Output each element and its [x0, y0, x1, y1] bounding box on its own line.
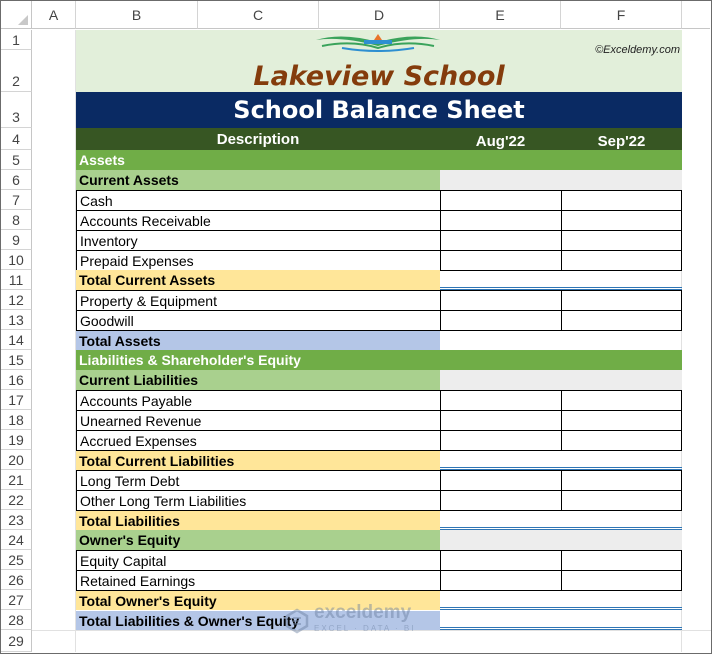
item-property-equipment[interactable]: Property & Equipment: [76, 290, 441, 311]
value-cell[interactable]: [561, 250, 682, 271]
month-header-aug[interactable]: Aug'22: [440, 128, 561, 150]
row-header-1[interactable]: 1: [1, 30, 32, 50]
school-name[interactable]: Lakeview School: [253, 60, 505, 92]
row-header-3[interactable]: 3: [1, 92, 32, 128]
row-header-4[interactable]: 4: [1, 128, 32, 150]
value-cell[interactable]: [440, 470, 562, 491]
item-accounts-receivable[interactable]: Accounts Receivable: [76, 210, 441, 231]
row-header-11[interactable]: 11: [1, 270, 32, 290]
subsection-owners-equity[interactable]: Owner's Equity: [76, 530, 440, 550]
total-liabilities-owners-equity[interactable]: Total Liabilities & Owner's Equity: [76, 611, 440, 630]
value-cell[interactable]: [440, 290, 562, 311]
item-accrued-expenses[interactable]: Accrued Expenses: [76, 430, 441, 451]
value-cell[interactable]: [561, 310, 682, 331]
value-cell[interactable]: [440, 210, 562, 231]
value-cell[interactable]: [561, 390, 682, 411]
column-header-c[interactable]: C: [198, 1, 319, 29]
item-inventory[interactable]: Inventory: [76, 230, 441, 251]
row-header-17[interactable]: 17: [1, 390, 32, 410]
watermark-tagline: EXCEL · DATA · BI: [314, 624, 416, 633]
school-logo-icon: [312, 30, 444, 56]
row-header-7[interactable]: 7: [1, 190, 32, 210]
row-header-14[interactable]: 14: [1, 330, 32, 350]
row-header-24[interactable]: 24: [1, 530, 32, 550]
total-owners-equity[interactable]: Total Owner's Equity: [76, 591, 440, 610]
row-header-20[interactable]: 20: [1, 450, 32, 470]
value-cell[interactable]: [561, 210, 682, 231]
shaded-cell[interactable]: [440, 530, 682, 550]
row-header-8[interactable]: 8: [1, 210, 32, 230]
value-cell[interactable]: [440, 570, 562, 591]
item-accounts-payable[interactable]: Accounts Payable: [76, 390, 441, 411]
value-cell[interactable]: [440, 230, 562, 251]
exceldemy-watermark: [284, 602, 434, 636]
column-header-d[interactable]: D: [319, 1, 440, 29]
value-cell[interactable]: [440, 430, 562, 451]
value-cell[interactable]: [561, 290, 682, 311]
value-cell[interactable]: [561, 410, 682, 431]
total-current-assets[interactable]: Total Current Assets: [76, 270, 440, 290]
row-header-18[interactable]: 18: [1, 410, 32, 430]
select-all-corner[interactable]: [1, 1, 32, 29]
exceldemy-logo-icon: [284, 608, 310, 634]
value-cell[interactable]: [440, 410, 562, 431]
value-cell[interactable]: [440, 310, 562, 331]
subsection-current-liabilities[interactable]: Current Liabilities: [76, 370, 440, 390]
row-header-22[interactable]: 22: [1, 490, 32, 510]
value-cell[interactable]: [440, 490, 562, 511]
column-header-f[interactable]: F: [561, 1, 682, 29]
column-header-a[interactable]: A: [32, 1, 76, 29]
row-header-6[interactable]: 6: [1, 170, 32, 190]
item-retained-earnings[interactable]: Retained Earnings: [76, 570, 441, 591]
item-unearned-revenue[interactable]: Unearned Revenue: [76, 410, 441, 431]
column-header-partial[interactable]: [682, 1, 710, 29]
total-current-liabilities[interactable]: Total Current Liabilities: [76, 451, 440, 470]
item-cash[interactable]: Cash: [76, 190, 441, 211]
sheet-title[interactable]: School Balance Sheet: [76, 92, 682, 128]
row-header-15[interactable]: 15: [1, 350, 32, 370]
row-header-9[interactable]: 9: [1, 230, 32, 250]
item-long-term-debt[interactable]: Long Term Debt: [76, 470, 441, 491]
column-header-b[interactable]: B: [76, 1, 198, 29]
item-goodwill[interactable]: Goodwill: [76, 310, 441, 331]
row-header-26[interactable]: 26: [1, 570, 32, 590]
watermark-name-text: exceldemy: [314, 602, 412, 623]
row-header-19[interactable]: 19: [1, 430, 32, 450]
value-cell[interactable]: [561, 470, 682, 491]
row-header-16[interactable]: 16: [1, 370, 32, 390]
value-cell[interactable]: [561, 430, 682, 451]
subsection-current-assets[interactable]: Current Assets: [76, 170, 440, 190]
total-underline: [440, 627, 682, 630]
watermark-name: [314, 602, 416, 637]
row-header-29[interactable]: 29: [1, 630, 32, 652]
value-cell[interactable]: [440, 190, 562, 211]
row-header-10[interactable]: 10: [1, 250, 32, 270]
value-cell[interactable]: [561, 230, 682, 251]
shaded-cell[interactable]: [440, 370, 682, 390]
item-equity-capital[interactable]: Equity Capital: [76, 550, 441, 571]
value-cell[interactable]: [440, 550, 562, 571]
row-header-27[interactable]: 27: [1, 590, 32, 610]
value-cell[interactable]: [561, 550, 682, 571]
value-cell[interactable]: [561, 190, 682, 211]
item-other-long-term-liabilities[interactable]: Other Long Term Liabilities: [76, 490, 441, 511]
row-header-2[interactable]: 2: [1, 50, 32, 92]
section-assets[interactable]: Assets: [76, 150, 682, 170]
shaded-cell[interactable]: [440, 170, 682, 190]
total-assets[interactable]: Total Assets: [76, 331, 440, 350]
value-cell[interactable]: [440, 390, 562, 411]
row-header-21[interactable]: 21: [1, 470, 32, 490]
total-liabilities[interactable]: Total Liabilities: [76, 511, 440, 530]
section-liabilities-equity[interactable]: Liabilities & Shareholder's Equity: [76, 350, 682, 370]
row-header-28[interactable]: 28: [1, 610, 32, 630]
description-header[interactable]: Description: [76, 128, 440, 150]
row-header-25[interactable]: 25: [1, 550, 32, 570]
copyright-text: ©Exceldemy.com: [595, 44, 680, 56]
month-header-sep[interactable]: Sep'22: [561, 128, 682, 150]
row-header-13[interactable]: 13: [1, 310, 32, 330]
row-header-12[interactable]: 12: [1, 290, 32, 310]
item-prepaid-expenses[interactable]: Prepaid Expenses: [76, 250, 441, 271]
row-header-23[interactable]: 23: [1, 510, 32, 530]
column-header-e[interactable]: E: [440, 1, 561, 29]
row-header-5[interactable]: 5: [1, 150, 32, 170]
value-cell[interactable]: [440, 250, 562, 271]
value-cell[interactable]: [561, 570, 682, 591]
total-underline: [440, 607, 682, 610]
value-cell[interactable]: [561, 490, 682, 511]
